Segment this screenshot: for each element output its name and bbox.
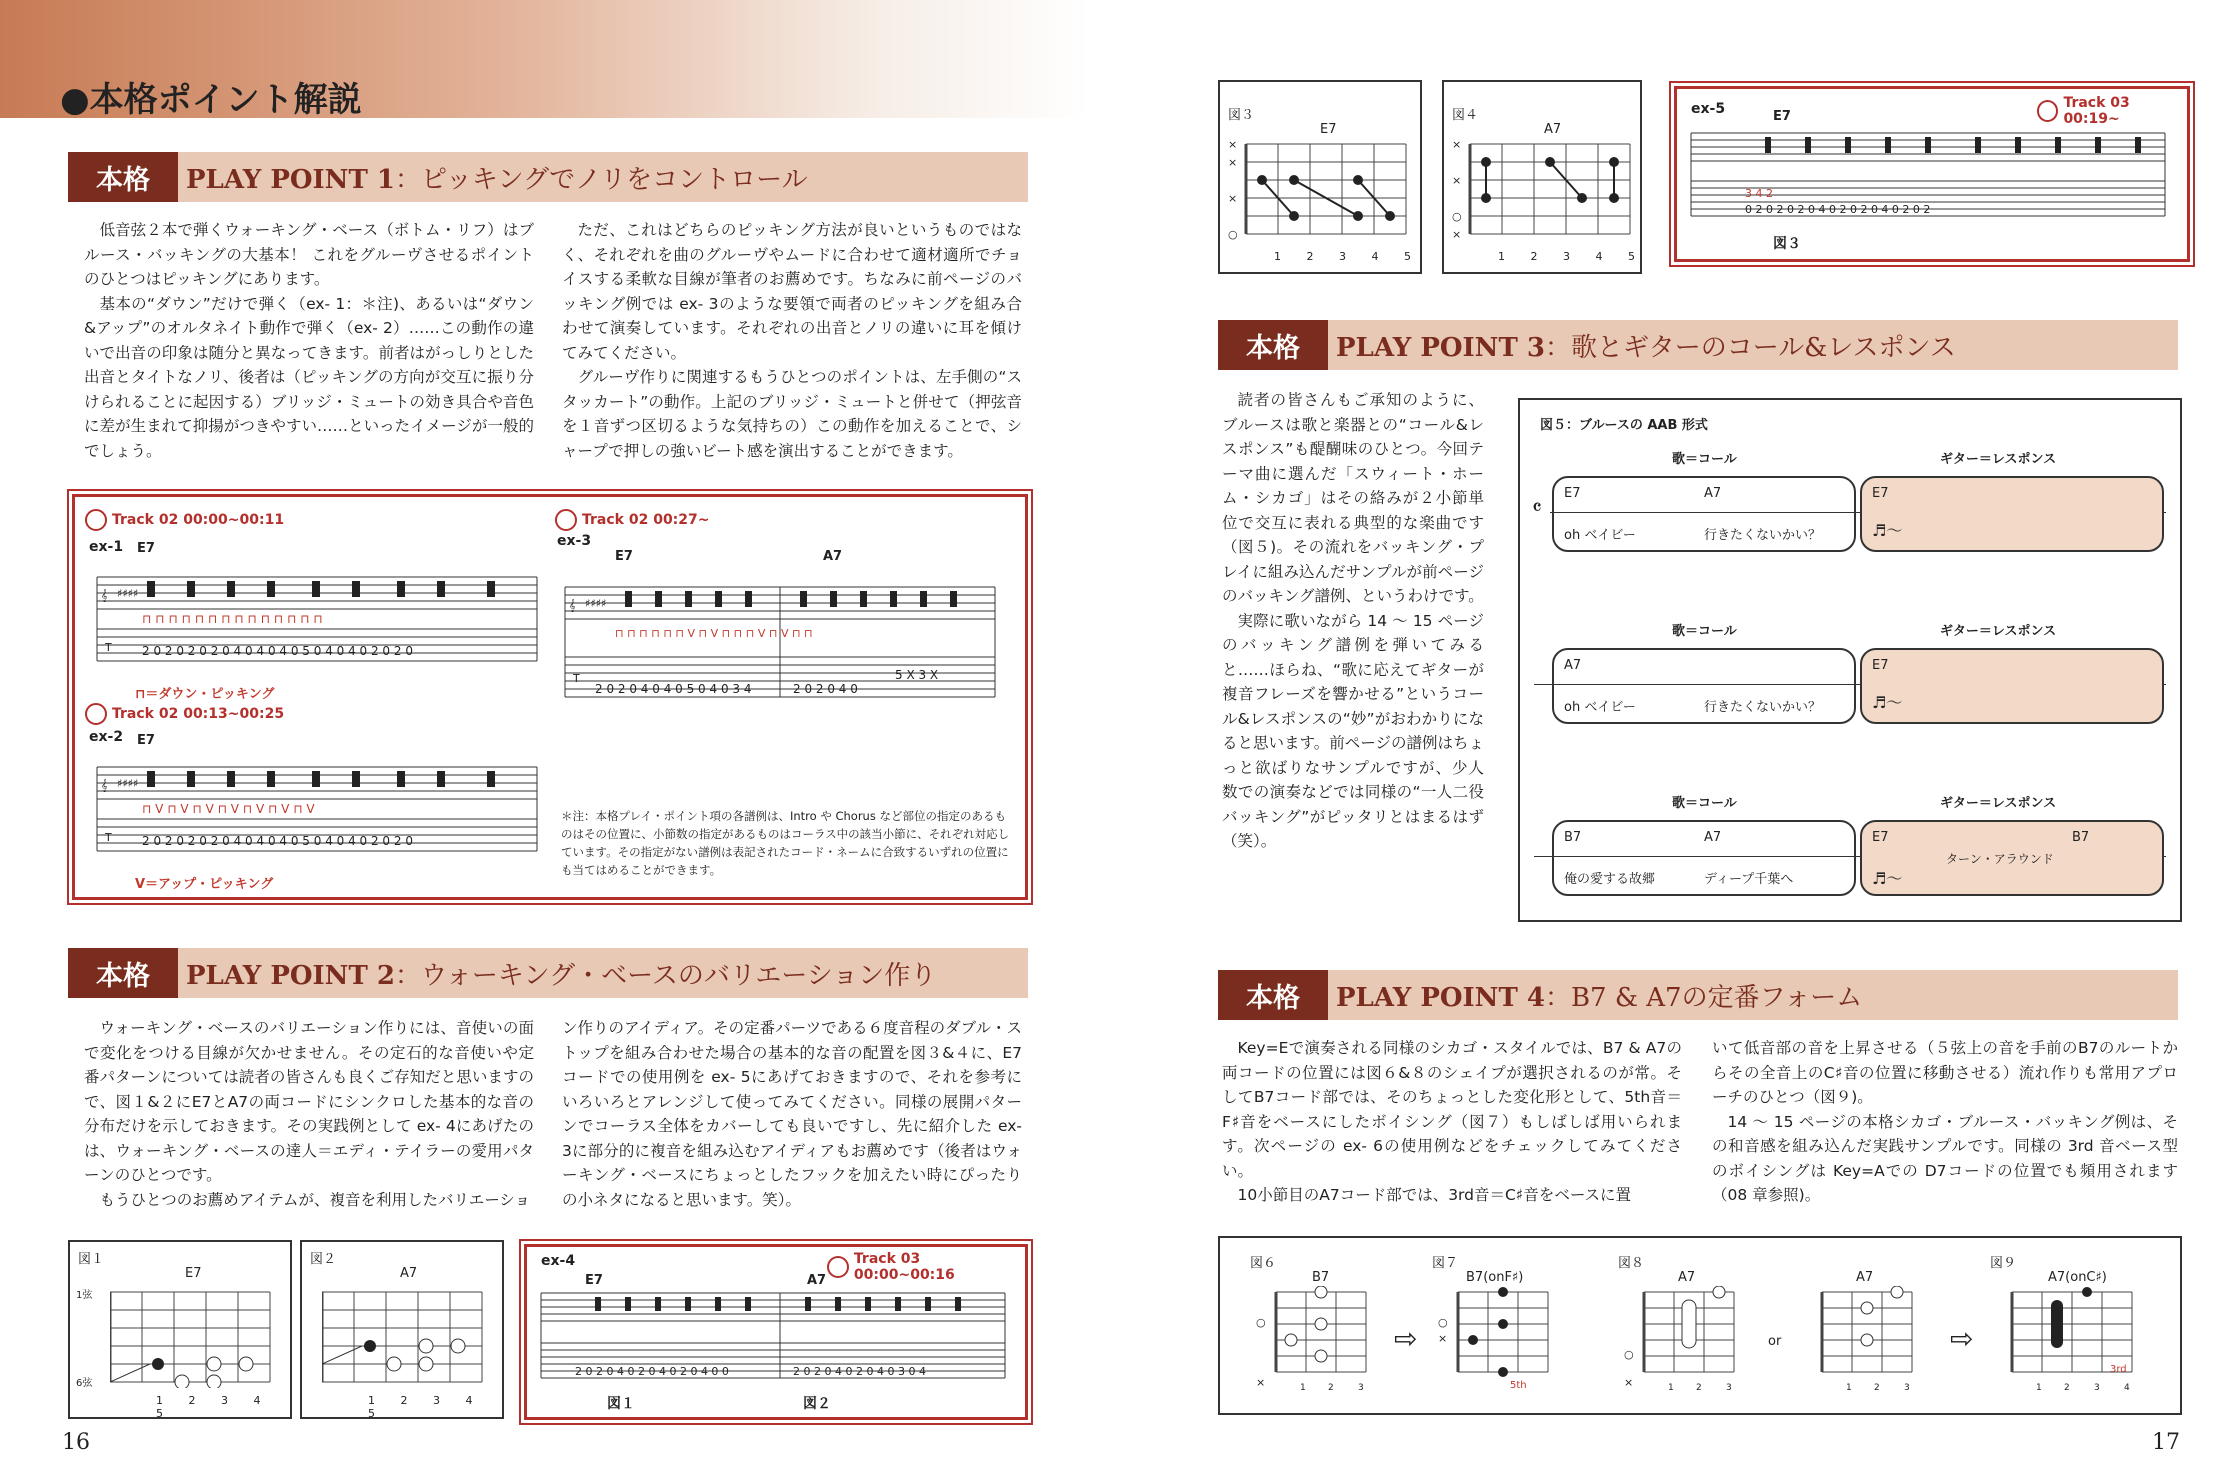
fig8-chord-1: A7	[1678, 1270, 1696, 1285]
lyric: 行きたくないかい？	[1704, 700, 1822, 715]
fig4-label: 図４	[1452, 108, 1479, 123]
svg-text:2 0 2 0 2 0 2 0 4 0 4 0 4 0 5: 2 0 2 0 2 0 2 0 4 0 4 0 4 0 5 0 4 0 4 0 2 0 2 0	[142, 834, 413, 848]
ex4-box	[524, 1244, 1028, 1420]
fig9-fretboard	[1992, 1286, 2152, 1396]
call-pill	[1552, 476, 1856, 552]
pp2-column-1	[84, 1016, 534, 1212]
figure-4	[1442, 80, 1642, 274]
badge: 本格	[68, 152, 178, 202]
svg-text:2 0 2 0 4 0 2 0 4 0 3 0 4: 2 0 2 0 4 0 2 0 4 0 3 0 4	[793, 1365, 926, 1378]
ex5-ref: 図３	[1773, 236, 1801, 252]
play-point-2-title: PLAY POINT 2：ウォーキング・ベースのバリエーション作り	[186, 961, 937, 991]
fig4-chord: A7	[1544, 122, 1562, 137]
ex1-label: ex-1	[89, 539, 124, 555]
ex1-caption: ⊓＝ダウン・ピッキング	[135, 687, 275, 702]
fig9-chord: A7(onC♯)	[2048, 1270, 2107, 1285]
svg-text:2: 2	[2064, 1383, 2070, 1393]
svg-text:T: T	[573, 672, 580, 685]
lyric: 行きたくないかい？	[1704, 528, 1822, 543]
svg-text:1: 1	[1846, 1383, 1852, 1393]
play-point-4-header	[1218, 970, 2178, 1020]
fig3-label: 図３	[1228, 108, 1255, 123]
paragraph: もうひとつのお薦めアイテムが、複音を利用したバリエーショ	[99, 1190, 531, 1209]
arrow-icon: ⇨	[1394, 1322, 1418, 1355]
page-number-right: 17	[2152, 1430, 2180, 1455]
track-icon	[555, 509, 577, 531]
response-label: ギター＝レスポンス	[1940, 624, 2057, 639]
fig3-fret-numbers: 1 2 3 4 5	[1274, 250, 1411, 263]
call-label: 歌＝コール	[1672, 796, 1737, 811]
chord: E7	[1872, 658, 1889, 673]
paragraph: ただ、これはどちらのピッキング方法が良いというものではなく、それぞれを曲のグルーヴやムードに合わせて適材適所でチョイスする柔軟な目線が筆者のお薦めです。ちなみに前ページのバッキング例では ex- 3のような要領で両者のピッキングを組み合わせて演奏しています。それぞれの出音とノリの違いに耳を傾けてみてください。	[562, 221, 1022, 362]
paragraph: 低音弦２本で弾くウォーキング・ベース（ボトム・リフ）はブルース・バッキングの大基本！ これをグルーヴさせるポイントのひとつはピッキングにあります。	[84, 221, 534, 288]
track-icon	[85, 703, 107, 725]
fig1-string6: 6弦	[76, 1378, 93, 1389]
svg-text:3: 3	[1358, 1383, 1364, 1393]
paragraph: いて低音部の音を上昇させる（５弦上の音を手前のB7のルートからその全音上のC♯音の位置に移動させる）流れ作りも常用アプローチのひとつ（図９)。	[1712, 1039, 2178, 1106]
svg-text:0 2 0 2 0 2 0 4 0 2 0 2 0 4 0: 0 2 0 2 0 2 0 4 0 2 0 2 0 4 0 2 0 2	[1745, 203, 1931, 216]
fig1-string1: 1弦	[76, 1290, 93, 1301]
ex1-chord: E7	[137, 541, 155, 556]
figure-2	[300, 1240, 504, 1419]
play-point-3-title: PLAY POINT 3：歌とギターのコール&レスポンス	[1336, 333, 1956, 363]
ex5-box	[1674, 86, 2190, 262]
response-label: ギター＝レスポンス	[1940, 452, 2057, 467]
figures-6-9	[1218, 1236, 2182, 1415]
svg-text:2: 2	[1874, 1383, 1880, 1393]
response-pill	[1860, 476, 2164, 552]
svg-text:○: ○	[1624, 1348, 1634, 1361]
figure-1	[68, 1240, 292, 1419]
lyric: 俺の愛する故郷	[1564, 872, 1656, 887]
fig8-chord-2: A7	[1856, 1270, 1874, 1285]
svg-text:4: 4	[2124, 1383, 2130, 1393]
response-phrase: ♬～	[1872, 693, 1903, 712]
response-phrase: ♬～	[1872, 869, 1903, 888]
third-label: 3rd	[2110, 1364, 2127, 1375]
fig3-fretboard	[1226, 138, 1416, 248]
ex1-notation	[87, 547, 547, 667]
fig8-fretboard-1	[1624, 1286, 1744, 1396]
fig2-fretboard	[322, 1288, 492, 1388]
response-pill	[1860, 648, 2164, 724]
svg-text:⊓ V ⊓ V ⊓ V ⊓ V ⊓ V ⊓ V ⊓ V: ⊓ V ⊓ V ⊓ V ⊓ V ⊓ V ⊓ V ⊓ V	[142, 802, 315, 816]
svg-text:♯♯♯♯: ♯♯♯♯	[585, 597, 607, 610]
fig6-fretboard	[1256, 1286, 1376, 1396]
svg-text:×: ×	[1452, 174, 1462, 187]
svg-text:1: 1	[1300, 1383, 1306, 1393]
ex2-caption: V＝アップ・ピッキング	[135, 877, 274, 892]
call-pill	[1552, 648, 1856, 724]
fig7-label: 図７	[1432, 1256, 1459, 1271]
pp1-column-1	[84, 218, 534, 463]
ex2-chord: E7	[137, 733, 155, 748]
play-point-3-header	[1218, 320, 2178, 370]
svg-text:○: ○	[1452, 210, 1462, 223]
figure-3	[1218, 80, 1422, 274]
paragraph: 10小節目のA7コード部では、3rd音＝C♯音をベースに置	[1237, 1186, 1632, 1204]
fig4-fretboard	[1450, 138, 1636, 248]
play-point-4-title: PLAY POINT 4：B7 & A7の定番フォーム	[1336, 983, 1863, 1013]
svg-text:3: 3	[1726, 1383, 1732, 1393]
page-number-left: 16	[62, 1430, 90, 1455]
lyric: oh ベイビー	[1564, 528, 1636, 543]
track-ex5: Track 03 00:19~	[2037, 95, 2187, 127]
ex2-notation	[87, 737, 547, 857]
fig1-fretboard	[110, 1288, 280, 1388]
fig7-fretboard	[1438, 1286, 1568, 1396]
track-ex2: Track 02 00:13~00:25	[85, 703, 284, 725]
play-point-1-header	[68, 152, 1028, 202]
ex4-ref-2: 図２	[803, 1396, 831, 1412]
figure-5	[1518, 398, 2182, 922]
examples-box-pp1	[72, 494, 1028, 900]
badge: 本格	[1218, 970, 1328, 1020]
svg-text:×: ×	[1228, 138, 1238, 151]
lyric: oh ベイビー	[1564, 700, 1636, 715]
ex3-notation	[555, 557, 1005, 707]
ex4-chord-2: A7	[807, 1273, 827, 1288]
ex4-notation	[535, 1273, 1015, 1393]
track-ex3: Track 02 00:27~	[555, 509, 710, 531]
play-point-1-title: PLAY POINT 1：ピッキングでノリをコントロール	[186, 165, 808, 195]
svg-text:𝄞: 𝄞	[101, 589, 108, 602]
call-pill	[1552, 820, 1856, 896]
paragraph: ウォーキング・ベースのバリエーション作りには、音使いの面で変化をつける目線が欠かせません。その定石的な音使いや定番パターンについては読者の皆さんも良くご存知だと思いますので、図１&２にE7とA7の両コードにシンクロした基本的な音の分布だけを示しておきます。その実践例として ex- 4にあげたのは、ウォーキング・ベースの達人＝エディ・テイラーの愛用パターンのひとつです。	[84, 1019, 534, 1184]
paragraph: 実際に歌いながら 14 〜 15 ページのバッキング譜例を弾いてみると……ほらね、“歌に応えてギターが複音フレーズを響かせる”というコール&レスポンスの“妙”がおわかりになると思います。前ページの譜例はちょっと欲ばりなサンプルですが、少人数での演奏などでは同様の“一人二役バッキング”がピッタリとはまるはず（笑）。	[1222, 611, 1484, 850]
pp4-column-1	[1222, 1036, 1682, 1208]
fifth-label: 5th	[1510, 1380, 1527, 1391]
svg-text:𝄞: 𝄞	[101, 779, 108, 792]
ex3-chord-1: E7	[615, 549, 633, 564]
svg-text:×: ×	[1452, 228, 1462, 241]
ex3-chord-2: A7	[823, 549, 843, 564]
svg-text:×: ×	[1624, 1376, 1634, 1389]
svg-text:2 0 2 0 4 0: 2 0 2 0 4 0	[793, 682, 858, 696]
svg-text:3: 3	[2094, 1383, 2100, 1393]
svg-text:T: T	[105, 831, 112, 844]
svg-text:2 0 2 0 2 0 2 0 4 0 4 0 4 0 5: 2 0 2 0 2 0 2 0 4 0 4 0 4 0 5 0 4 0 4 0 2 0 2 0	[142, 644, 413, 658]
call-label: 歌＝コール	[1672, 452, 1737, 467]
paragraph: グルーヴ作りに関連するもうひとつのポイントは、左手側の“スタッカート”の動作。上記のブリッジ・ミュートと併せて（押弦音を１音ずつ区切るような気持ちの）この動作を加えることで、シャープで押しの強いビート感を演出することができます。	[562, 368, 1022, 460]
track-ex1: Track 02 00:00~00:11	[85, 509, 284, 531]
fig7-chord: B7(onF♯)	[1466, 1270, 1524, 1285]
fig9-label: 図９	[1990, 1256, 2017, 1271]
fig4-fret-numbers: 1 2 3 4 5	[1498, 250, 1635, 263]
fig5-title: 図５：ブルースの AAB 形式	[1540, 418, 1708, 433]
svg-text:5 X 3 X: 5 X 3 X	[895, 668, 939, 682]
turnaround-label: ターン・アラウンド	[1946, 852, 2054, 866]
svg-text:×: ×	[1438, 1332, 1448, 1345]
badge: 本格	[68, 948, 178, 998]
fig6-label: 図６	[1250, 1256, 1277, 1271]
pp1-column-2	[562, 218, 1022, 463]
chord: A7	[1704, 486, 1722, 501]
fig1-label: 図１	[78, 1252, 105, 1267]
svg-text:2 0 2 0 4 0 2 0 4 0 2 0 4 0 0: 2 0 2 0 4 0 2 0 4 0 2 0 4 0 0	[575, 1365, 729, 1378]
chord: B7	[1564, 830, 1582, 845]
fig8-label: 図８	[1618, 1256, 1645, 1271]
svg-text:×: ×	[1228, 156, 1238, 169]
chord: A7	[1564, 658, 1582, 673]
chord: E7	[1564, 486, 1581, 501]
ex5-notation	[1685, 119, 2175, 229]
svg-text:2 0 2 0 4 0 4 0 5 0 4 0 3 4: 2 0 2 0 4 0 4 0 5 0 4 0 3 4	[595, 682, 752, 696]
fig2-fret-numbers: 1 2 3 4 5	[368, 1394, 473, 1420]
page-heading: ●本格ポイント解説	[60, 80, 362, 120]
play-point-2-header	[68, 948, 1028, 998]
paragraph: 基本の“ダウン”だけで弾く（ex- 1：＊注)、あるいは“ダウン&アップ”のオルタネイト動作で弾く（ex- 2）……この動作の違いで出音の印象は随分と異なってきます。前者はがっしりとした出音とタイトなノリ、後者は（ピッキングの方向が交互に振り分けられることに起因する）ブリッジ・ミュートの効き具合や音色に差が生まれて抑揚がつきやすい……といったイメージが一般的でしょう。	[84, 294, 534, 460]
footnote: ＊注：本格プレイ・ポイント項の各譜例は、Intro や Chorus など部位の指定のあるものはその位置に、小節数の指定があるものはコーラス中の該当小節に、それぞれ対応しています。その指定がない譜例は表記されたコード・ネームに合致するいずれの位置にも当てはめることができます。	[561, 809, 1010, 877]
pp2-column-2	[562, 1016, 1022, 1212]
time-signature: 𝄴	[1532, 496, 1542, 521]
arrow-icon: ⇨	[1950, 1322, 1974, 1355]
fig1-chord: E7	[185, 1266, 202, 1281]
chord: E7	[1872, 486, 1889, 501]
pp4-column-2	[1712, 1036, 2178, 1208]
svg-text:⊓ ⊓ ⊓ ⊓ ⊓ ⊓ ⊓ ⊓ ⊓ ⊓ ⊓ ⊓ ⊓ ⊓: ⊓ ⊓ ⊓ ⊓ ⊓ ⊓ ⊓ ⊓ ⊓ ⊓ ⊓ ⊓ ⊓ ⊓	[142, 612, 323, 626]
ex2-label: ex-2	[89, 729, 124, 745]
svg-text:1: 1	[1668, 1383, 1674, 1393]
svg-text:3 4 2: 3 4 2	[1745, 187, 1773, 200]
track-icon	[85, 509, 107, 531]
chord: E7	[1872, 830, 1889, 845]
ex5-chord: E7	[1773, 109, 1791, 124]
svg-text:3: 3	[1904, 1383, 1910, 1393]
paragraph: 読者の皆さんもご承知のように、ブルースは歌と楽器との“コール&レスポンス”も醍醐味のひとつ。今回テーマ曲に選んだ「スウィート・ホーム・シカゴ」はその絡みが２小節単位で交互に表れる典型的な楽曲です（図５)。その流れをバッキング・プレイに組み込んだサンプルが前ページのバッキング譜例、というわけです。	[1222, 391, 1484, 605]
fig3-chord: E7	[1320, 122, 1337, 137]
svg-text:T: T	[105, 641, 112, 654]
track-ex4: Track 03 00:00~00:16	[827, 1251, 1025, 1283]
svg-text:×: ×	[1228, 192, 1238, 205]
response-phrase: ♬～	[1872, 521, 1903, 540]
ex4-label: ex-4	[541, 1253, 576, 1269]
ex4-ref-1: 図１	[607, 1396, 635, 1412]
fig2-chord: A7	[400, 1266, 418, 1281]
badge: 本格	[1218, 320, 1328, 370]
fig1-fret-numbers: 1 2 3 4 5	[156, 1394, 261, 1420]
svg-text:♯♯♯♯: ♯♯♯♯	[117, 587, 139, 600]
svg-text:×: ×	[1452, 138, 1462, 151]
lyric: ディープ千葉へ	[1704, 872, 1794, 887]
svg-text:○: ○	[1256, 1316, 1266, 1329]
fig6-chord: B7	[1312, 1270, 1330, 1285]
svg-text:𝄞: 𝄞	[569, 599, 576, 612]
ex5-label: ex-5	[1691, 101, 1726, 117]
response-label: ギター＝レスポンス	[1940, 796, 2057, 811]
ex4-chord-1: E7	[585, 1273, 603, 1288]
fig2-label: 図２	[310, 1252, 337, 1267]
chord: A7	[1704, 830, 1722, 845]
svg-text:×: ×	[1256, 1376, 1266, 1389]
svg-text:○: ○	[1438, 1316, 1448, 1329]
svg-text:⊓ ⊓ ⊓ ⊓ ⊓ ⊓ V ⊓ V ⊓ ⊓ ⊓ V ⊓ V: ⊓ ⊓ ⊓ ⊓ ⊓ ⊓ V ⊓ V ⊓ ⊓ ⊓ V ⊓ V ⊓ ⊓	[615, 627, 813, 640]
ex3-label: ex-3	[557, 533, 592, 549]
svg-text:1: 1	[2036, 1383, 2042, 1393]
svg-text:2: 2	[1696, 1383, 1702, 1393]
call-label: 歌＝コール	[1672, 624, 1737, 639]
svg-text:○: ○	[1228, 228, 1238, 241]
pp3-column	[1222, 388, 1484, 854]
paragraph: Key=Eで演奏される同様のシカゴ・スタイルでは、B7 & A7の両コードの位置には図６&８のシェイプが選択されるのが常。そしてB7コード部では、そのちょっとした変化形として、5th音＝F♯音をベースにしたボイシング（図７）もしばしば用いられます。次ページの ex- 6の使用例などをチェックしてみてください。	[1222, 1039, 1682, 1180]
paragraph: 14 〜 15 ページの本格シカゴ・ブルース・バッキング例は、その和音感を組み込んだ実践サンプルです。同様の 3rd 音ベース型のボイシングは Key=Aでの D7コードの位置でも頻用されます（08 章参照)。	[1712, 1112, 2178, 1204]
svg-text:2: 2	[1328, 1383, 1334, 1393]
svg-text:♯♯♯♯: ♯♯♯♯	[117, 777, 139, 790]
or-label: or	[1768, 1334, 1782, 1349]
paragraph: ン作りのアイディア。その定番パーツである６度音程のダブル・ストップを組み合わせた場合の基本的な音の配置を図３&４に、E7コードでの使用例を ex- 5にあげておきますので、それを参考にいろいろとアレンジして使ってみてください。同様の展開パターンでコーラス全体をカバーしても良いですし、先に紹介した ex- 3に部分的に複音を組み込むアイディアもお薦めです（後者はウォーキング・ベースにちょっとしたフックを加えたい時にぴったりの小ネタになると思います。笑）。	[562, 1019, 1022, 1209]
response-pill	[1860, 820, 2164, 896]
chord: B7	[2072, 830, 2090, 845]
fig8-fretboard-2	[1802, 1286, 1922, 1396]
